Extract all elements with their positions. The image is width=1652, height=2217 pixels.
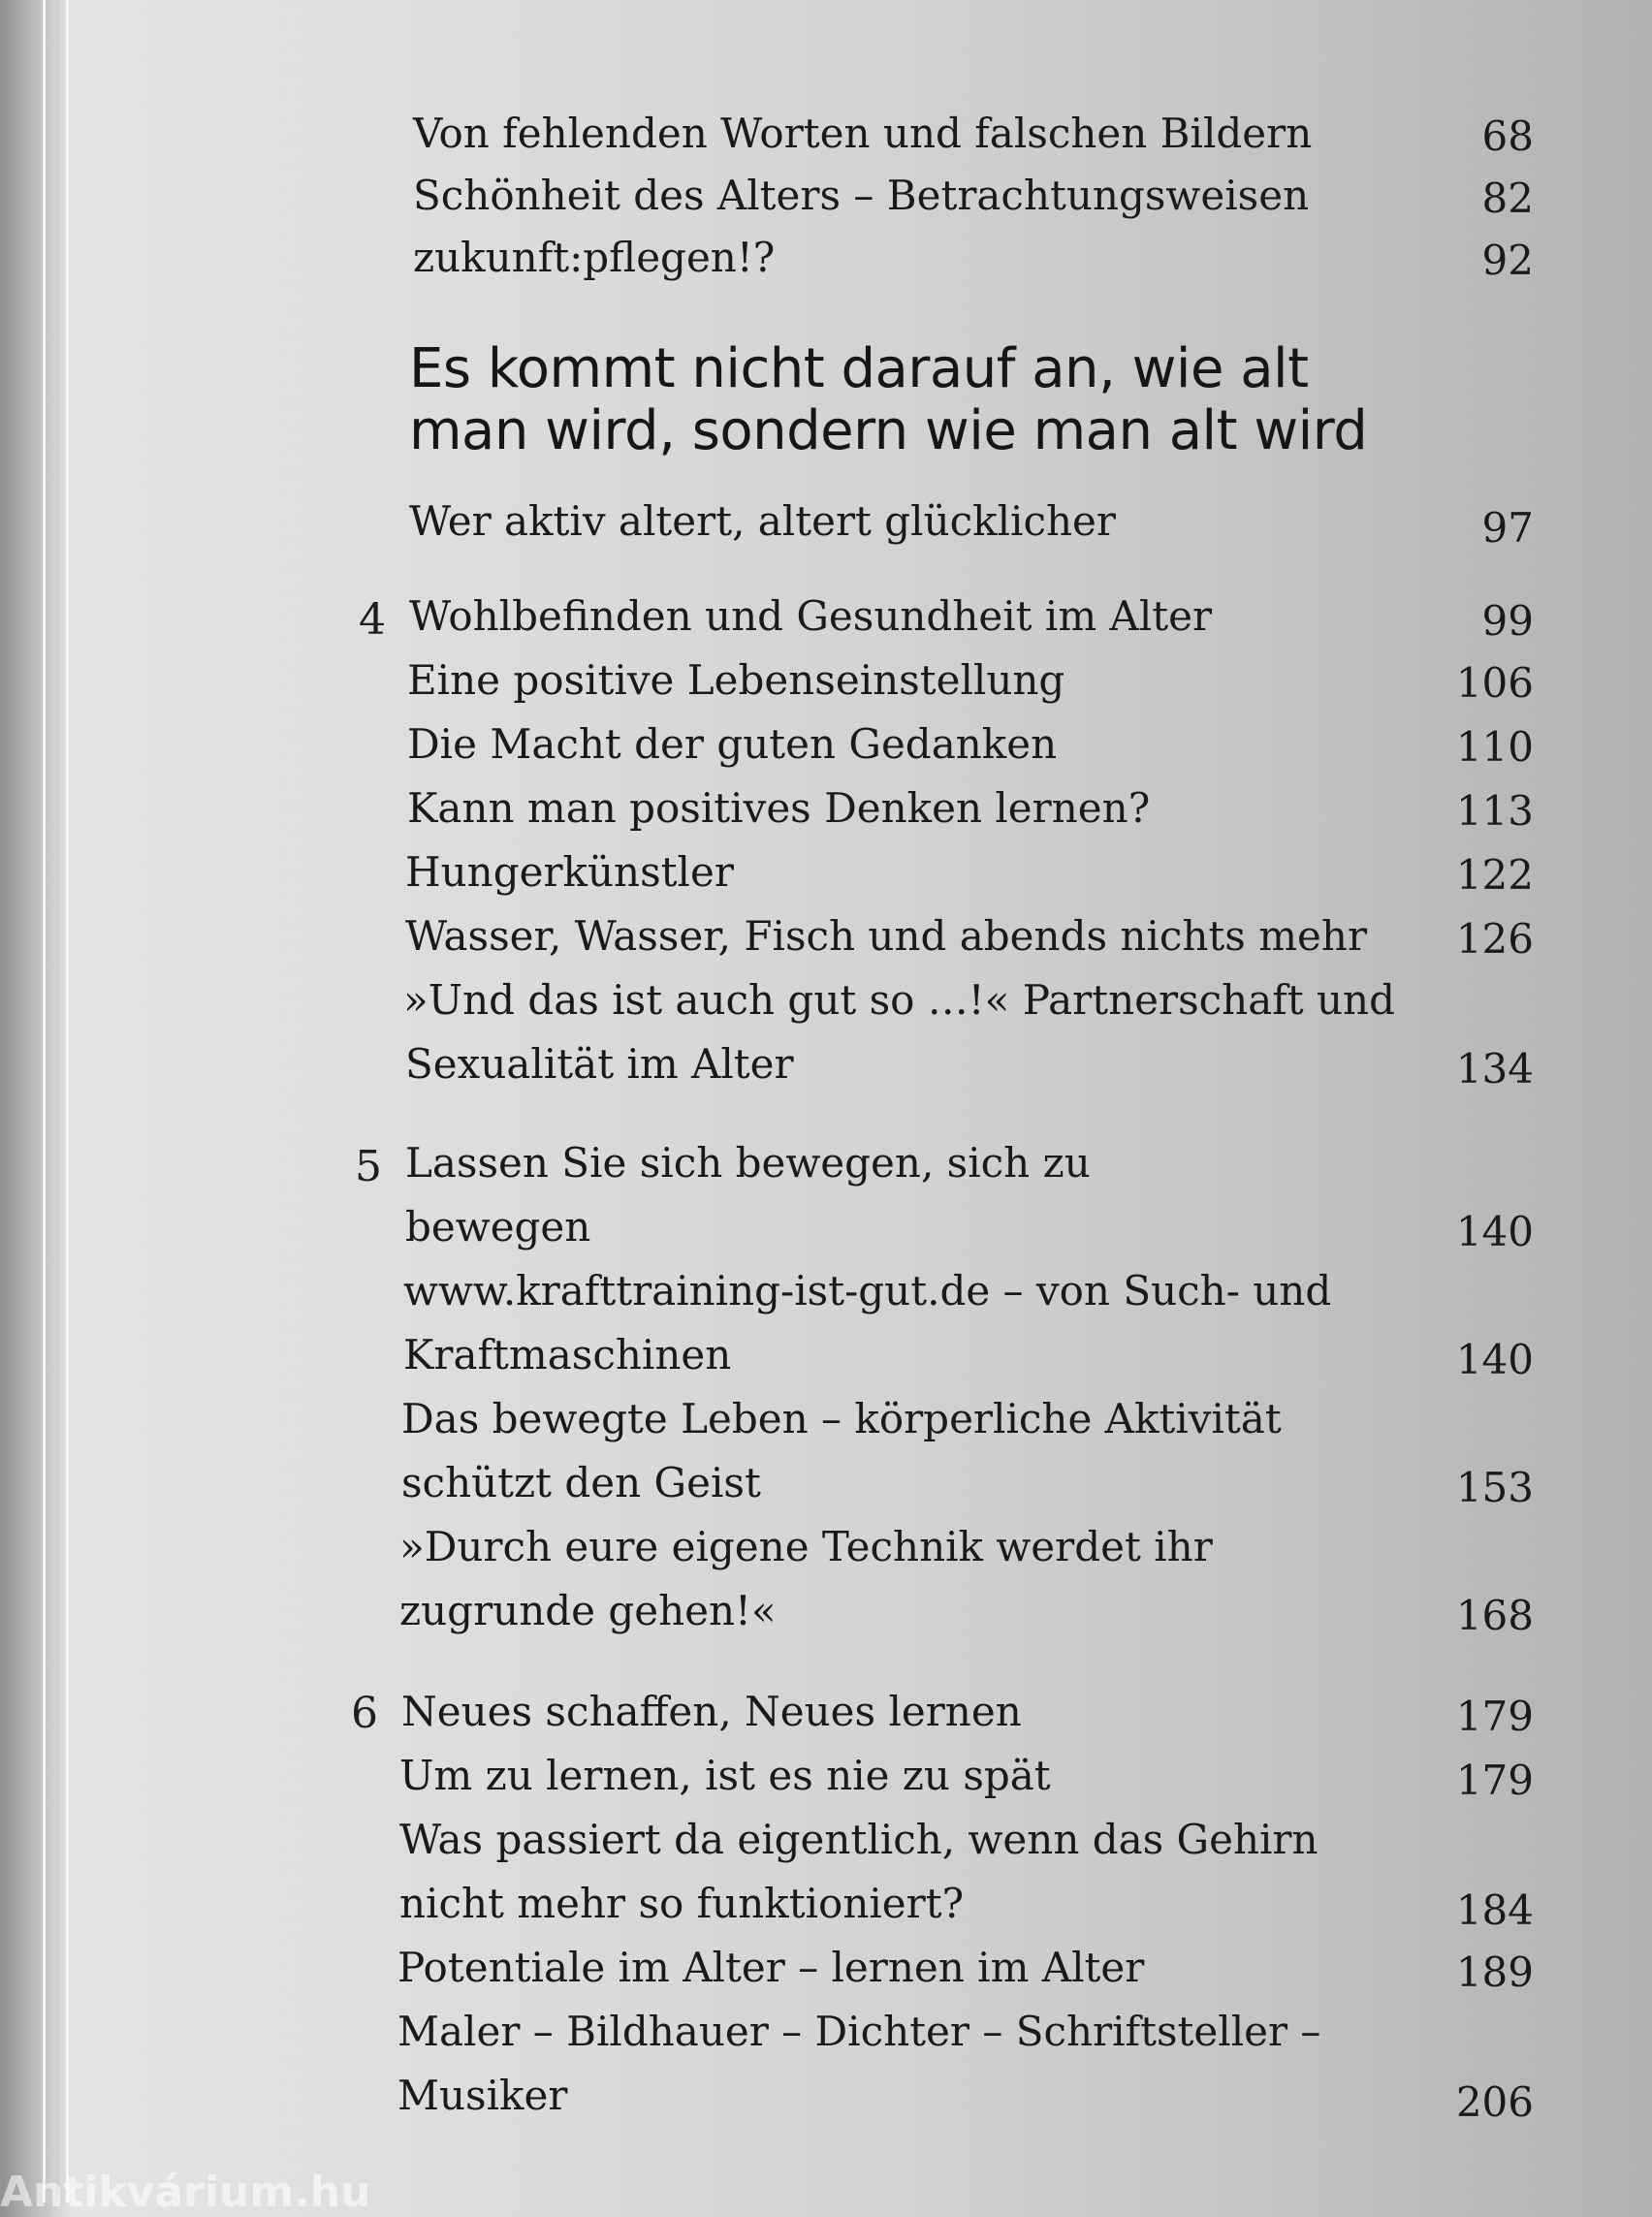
toc-entry-page: 122 [1455, 851, 1534, 899]
toc-entry-title: Schönheit des Alters – Betrachtungsweisen [413, 172, 1310, 219]
chapter-title-line-2: bewegen [405, 1203, 591, 1251]
watermark: Antikvárium.hu [0, 2168, 371, 2217]
toc-entry-title-line-2: zugrunde gehen!« [399, 1587, 777, 1634]
toc-entry-title-line-2: schützt den Geist [401, 1459, 761, 1506]
toc-entry-page: 134 [1455, 1045, 1534, 1093]
chapter-title: Wohlbefinden und Gesundheit im Alter [409, 592, 1213, 640]
toc-entry-page: 97 [1481, 504, 1534, 552]
toc-entry-page: 68 [1481, 112, 1534, 160]
chapter-number: 6 [351, 1689, 378, 1738]
toc-entry-page: 184 [1455, 1886, 1534, 1934]
toc-entry-title: Wasser, Wasser, Fisch und abends nichts mehr [405, 912, 1368, 960]
chapter-title: Neues schaffen, Neues lernen [401, 1688, 1022, 1735]
chapter-page: 140 [1455, 1208, 1534, 1255]
toc-entry-title-line-1: »Durch eure eigene Technik werdet ihr [399, 1523, 1213, 1570]
toc-entry-title-line-2: Musiker [397, 2072, 568, 2119]
toc-entry-title-line-1: Das bewegte Leben – körperliche Aktivität [401, 1395, 1282, 1442]
toc-entry-title-line-2: Kraftmaschinen [403, 1331, 732, 1378]
toc-entry-page: 153 [1455, 1464, 1534, 1511]
chapter-number: 4 [359, 595, 386, 645]
toc-entry-title: Die Macht der guten Gedanken [407, 720, 1058, 768]
toc-entry-title-line-2: nicht mehr so funktioniert? [399, 1880, 965, 1927]
toc-entry-title-line-2: Sexualität im Alter [405, 1040, 794, 1088]
toc-entry-title-line-1: »Und das ist auch gut so …!« Partnerschaft und [403, 976, 1395, 1024]
toc-entry-title: Hungerkünstler [405, 848, 734, 896]
toc-entry-page: 206 [1455, 2078, 1534, 2126]
chapter-number: 5 [355, 1142, 382, 1191]
toc-entry-title: Von fehlenden Worten und falschen Bildern [413, 110, 1313, 157]
section-heading-line-2: man wird, sondern wie man alt wird [409, 399, 1368, 462]
toc-entry-page: 140 [1455, 1336, 1534, 1383]
toc-entry-page: 110 [1455, 723, 1534, 771]
toc-entry-title: Potentiale im Alter – lernen im Alter [397, 1944, 1145, 1991]
chapter-page: 99 [1481, 597, 1534, 645]
toc-entry-title: Wer aktiv altert, altert glücklicher [409, 497, 1116, 545]
toc-entry-page: 82 [1481, 174, 1534, 222]
chapter-title-line-1: Lassen Sie sich bewegen, sich zu [405, 1139, 1091, 1187]
toc-entry-title: Kann man positives Denken lernen? [407, 784, 1151, 832]
toc-entry-page: 106 [1455, 659, 1534, 707]
chapter-page: 179 [1455, 1693, 1534, 1740]
toc-entry-title-line-1: www.krafttraining-ist-gut.de – von Such- und [403, 1267, 1332, 1314]
toc-entry-page: 113 [1455, 787, 1534, 835]
toc-entry-page: 92 [1481, 237, 1534, 284]
toc-entry-title: Um zu lernen, ist es nie zu spät [399, 1752, 1051, 1799]
toc-entry-page: 179 [1455, 1757, 1534, 1804]
toc-entry-page: 126 [1455, 915, 1534, 963]
toc-entry-title-line-1: Maler – Bildhauer – Dichter – Schriftsteller – [397, 2008, 1321, 2055]
section-heading-line-1: Es kommt nicht darauf an, wie alt [409, 337, 1309, 400]
toc-entry-page: 168 [1455, 1592, 1534, 1639]
toc-entry-title: zukunft:pflegen!? [413, 234, 776, 281]
toc-entry-title-line-1: Was passiert da eigentlich, wenn das Gehirn [399, 1816, 1318, 1863]
toc-entry-title: Eine positive Lebenseinstellung [407, 656, 1065, 704]
toc-entry-page: 189 [1455, 1948, 1534, 1996]
